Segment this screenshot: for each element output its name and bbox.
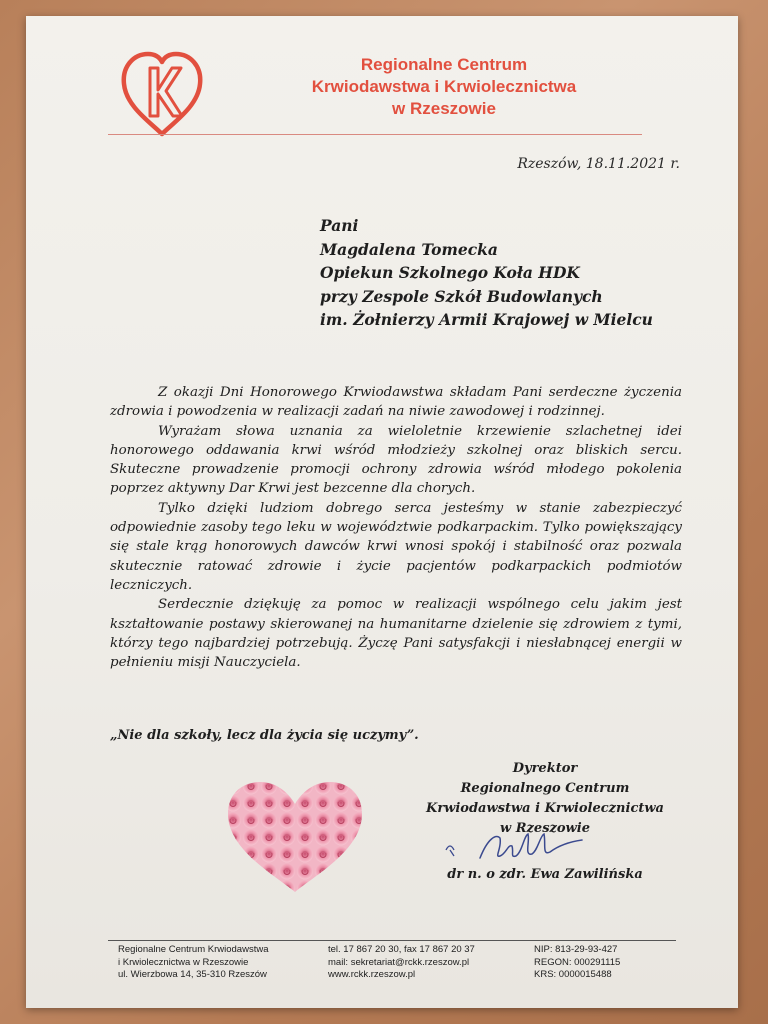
signatory-name: dr n. o zdr. Ewa Zawilińska (447, 867, 643, 882)
motto-quote: „Nie dla szkoły, lecz dla życia się uczymy”. (110, 728, 419, 743)
institution-name-line: Krwiodawstwa i Krwiolecznictwa (311, 77, 577, 96)
rckk-heart-k-logo-icon (120, 50, 204, 140)
institution-name-line: w Rzeszowie (392, 99, 496, 118)
footer-line: KRS: 0000015488 (534, 969, 612, 980)
footer-line: Regionalne Centrum Krwiodawstwa (118, 944, 269, 955)
letter-sheet (26, 16, 738, 1008)
letter-body (110, 383, 682, 672)
footer-line: i Krwiolecznictwa w Rzeszowie (118, 956, 249, 968)
signatory-title-line: Regionalnego Centrum (460, 781, 630, 796)
footer-line: REGON: 000291115 (534, 956, 621, 968)
footer-divider (108, 940, 676, 941)
recipient-line: Opiekun Szkolnego Koła HDK (320, 263, 580, 282)
recipient-line: im. Żołnierzy Armii Krajowej w Mielcu (320, 310, 653, 329)
footer-line: ul. Wierzbowa 14, 35-310 Rzeszów (118, 969, 267, 980)
institution-name (266, 54, 622, 120)
header-divider (108, 134, 642, 135)
body-paragraph: Wyrażam słowa uznania za wieloletnie krzewienie szlachetnej idei honorowego oddawania krwi wśród młodzieży szkolnej oraz bliskich sercu. Skuteczne prowadzenie promocji ochrony zdrowia wśród młodego pokolenia poprzez aktywny Dar Krwi jest bezcenne dla chorych. (110, 423, 682, 497)
signatory-title-line: Dyrektor (512, 761, 578, 776)
recipient-block (320, 214, 700, 332)
handwritten-signature (444, 828, 594, 868)
body-paragraph: Z okazji Dni Honorowego Krwiodawstwa składam Pani serdeczne życzenia zdrowia i powodzenia w realizacji zadań na niwie zawodowej i rodzinnej. (110, 385, 682, 420)
body-paragraph: Serdecznie dziękuję za pomoc w realizacji wspólnego celu jakim jest kształtowanie postawy skierowanej na humanitarne dzielenie się zdrowiem z tymi, którzy tego najbardziej potrzebują. Życzę Pani satysfakcji i niesłabnącej energii w pełnieniu misji Nauczyciela. (110, 597, 682, 671)
institution-name-line: Regionalne Centrum (360, 55, 528, 74)
recipient-line: przy Zespole Szkół Budowlanych (320, 286, 603, 306)
footer-contact (328, 944, 475, 982)
footer-registry (534, 944, 620, 982)
signatory-title-line: w Rzeszowie (500, 821, 590, 836)
body-paragraph: Tylko dzięki ludziom dobrego serca jesteśmy w stanie zabezpieczyć odpowiednie zasoby tego leku w województwie podkarpackim. Tylko powiększający się stale krąg honorowych dawców krwi wnosi spokój i stabilność oraz pozwala skutecznie ratować zdrowie i życie pacjentów podkarpackich podmiotów leczniczych. (110, 500, 682, 593)
footer-line: mail: sekretariat@rckk.rzeszow.pl (328, 956, 470, 968)
recipient-line: Magdalena Tomecka (320, 239, 498, 259)
rose-heart-icon (224, 778, 366, 896)
footer-line: NIP: 813-29-93-427 (534, 944, 618, 955)
footer-address (118, 944, 269, 982)
recipient-line: Pani (320, 216, 359, 235)
footer-line: tel. 17 867 20 30, fax 17 867 20 37 (328, 944, 475, 955)
footer-line: www.rckk.rzeszow.pl (328, 969, 416, 980)
signatory-title-line: Krwiodawstwa i Krwiolecznictwa (426, 801, 664, 816)
letter-date: Rzeszów, 18.11.2021 r. (517, 156, 680, 172)
